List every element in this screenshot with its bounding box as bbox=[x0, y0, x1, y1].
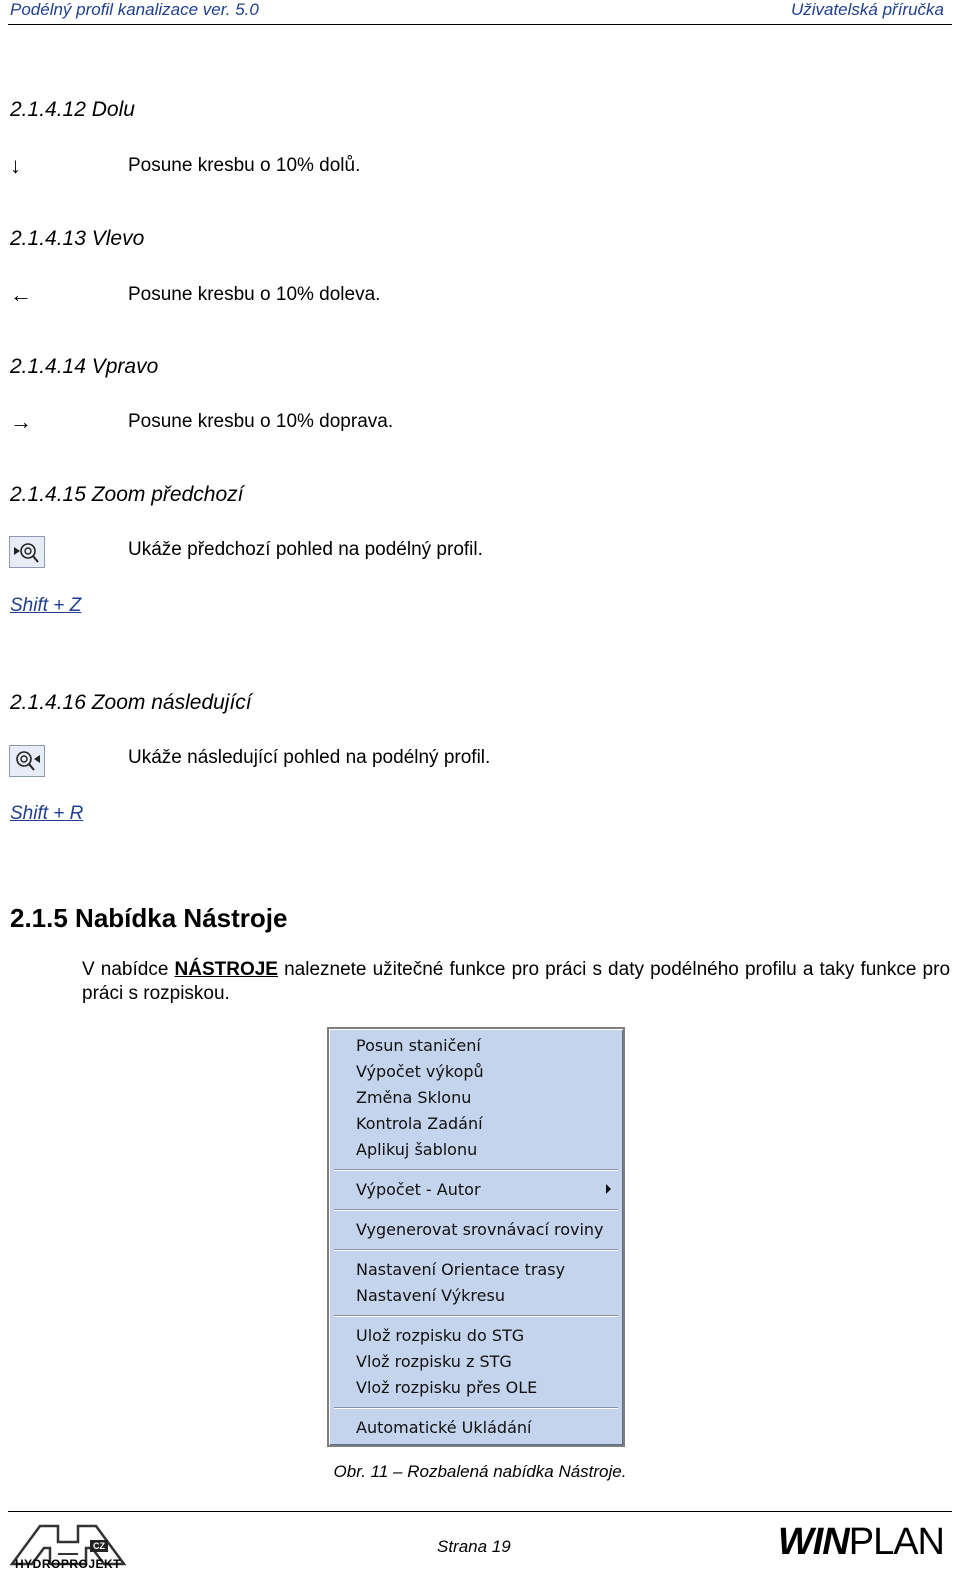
menu-item-automaticke-ukladani[interactable]: Automatické Ukládání bbox=[356, 1418, 532, 1437]
section-heading-zoom-previous: 2.1.4.15 Zoom předchozí bbox=[10, 483, 244, 506]
paragraph-text-end: naleznete užitečné funkce pro práci s daty podélného profilu a taky funkce pro práci s rozpiskou. bbox=[82, 959, 951, 1004]
section-description-vlevo: Posune kresbu o 10% doleva. bbox=[128, 284, 381, 305]
menu-item-uloz-rozpisku-do-stg[interactable]: Ulož rozpisku do STG bbox=[356, 1326, 525, 1345]
shortcut-zoom-next: Shift + R bbox=[10, 803, 84, 824]
menu-item-zmena-sklonu[interactable]: Změna Sklonu bbox=[356, 1088, 472, 1107]
tools-menu-paragraph bbox=[82, 958, 950, 1006]
section-description-zoom-previous: Ukáže předchozí pohled na podélný profil. bbox=[128, 539, 483, 560]
hydroprojekt-logo bbox=[8, 1520, 128, 1576]
header-title: Podélný profil kanalizace ver. 5.0 bbox=[10, 0, 259, 19]
logo-badge: CZ bbox=[90, 1540, 108, 1552]
menu-item-vypocet-vykopu[interactable]: Výpočet výkopů bbox=[356, 1062, 484, 1081]
menu-item-nastaveni-vykresu[interactable]: Nastavení Výkresu bbox=[356, 1286, 505, 1305]
section-heading-tools-menu: 2.1.5 Nabídka Nástroje bbox=[10, 903, 288, 933]
arrow-down-icon: ↓ bbox=[10, 153, 21, 178]
footer-divider bbox=[8, 1511, 952, 1512]
menu-item-vygenerovat-srovnavaci-roviny[interactable]: Vygenerovat srovnávací roviny bbox=[356, 1220, 604, 1239]
brand-plan: PLAN bbox=[848, 1521, 944, 1563]
section-heading-dolu: 2.1.4.12 Dolu bbox=[10, 98, 135, 121]
menu-item-posun-staniceni[interactable]: Posun staničení bbox=[356, 1036, 481, 1055]
paragraph-text-start: V nabídce bbox=[82, 959, 175, 980]
section-description-vpravo: Posune kresbu o 10% doprava. bbox=[128, 411, 394, 432]
menu-item-nastaveni-orientace-trasy[interactable]: Nastavení Orientace trasy bbox=[356, 1260, 566, 1279]
header-divider bbox=[8, 24, 952, 25]
menu-separator bbox=[334, 1169, 618, 1171]
menu-item-vloz-rozpisku-z-stg[interactable]: Vlož rozpisku z STG bbox=[356, 1352, 512, 1371]
winplan-logo bbox=[778, 1521, 944, 1564]
arrow-left-icon: ← bbox=[10, 282, 32, 307]
brand-win: WIN bbox=[777, 1521, 849, 1563]
menu-separator bbox=[334, 1209, 618, 1211]
figure-caption: Obr. 11 – Rozbalená nabídka Nástroje. bbox=[333, 1462, 627, 1481]
arrow-right-icon: → bbox=[10, 409, 32, 434]
logo-text: HYDROPROJEKT bbox=[14, 1557, 121, 1571]
menu-separator bbox=[334, 1407, 618, 1409]
submenu-arrow-icon bbox=[606, 1184, 611, 1194]
section-description-dolu: Posune kresbu o 10% dolů. bbox=[128, 155, 361, 176]
zoom-next-icon bbox=[9, 745, 45, 777]
menu-item-vloz-rozpisku-pres-ole[interactable]: Vlož rozpisku přes OLE bbox=[356, 1378, 538, 1397]
menu-item-kontrola-zadani[interactable]: Kontrola Zadání bbox=[356, 1114, 483, 1133]
menu-item-aplikuj-sablonu[interactable]: Aplikuj šablonu bbox=[356, 1140, 478, 1159]
zoom-previous-icon bbox=[9, 536, 45, 568]
header-manual-title: Uživatelská příručka bbox=[790, 0, 944, 19]
menu-separator bbox=[334, 1315, 618, 1317]
paragraph-keyword: NÁSTROJE bbox=[174, 959, 278, 980]
page-number: Strana 19 bbox=[437, 1537, 511, 1556]
menu-item-vypocet-autor[interactable]: Výpočet - Autor bbox=[356, 1180, 481, 1199]
section-heading-vlevo: 2.1.4.13 Vlevo bbox=[10, 227, 145, 250]
section-heading-vpravo: 2.1.4.14 Vpravo bbox=[10, 355, 159, 378]
section-description-zoom-next: Ukáže následující pohled na podélný profil. bbox=[128, 747, 491, 768]
shortcut-zoom-previous: Shift + Z bbox=[10, 595, 82, 616]
section-heading-zoom-next: 2.1.4.16 Zoom následující bbox=[10, 691, 252, 714]
menu-separator bbox=[334, 1249, 618, 1251]
tools-dropdown-menu bbox=[327, 1027, 625, 1447]
